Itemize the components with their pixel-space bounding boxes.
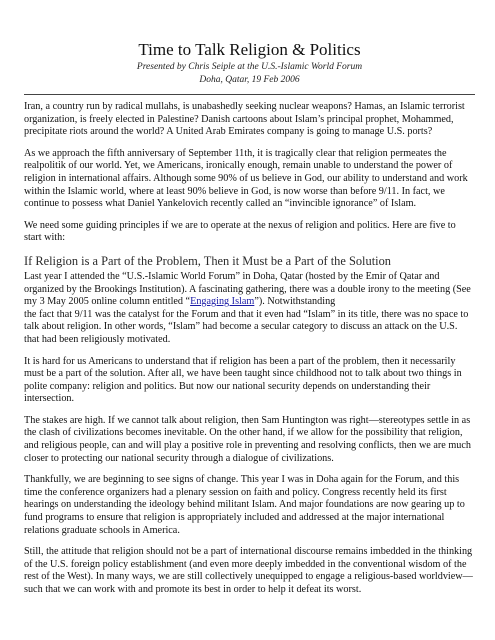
paragraph-doha-forum-text-start: Last year I attended the “U.S.-Islamic World Forum” in Doha, Qatar (hosted by the Emir of Qatar and organized by the Brookings Institution). A fascinating gathering, there was a double irony to the meeting (See my 3 May 2005 online column entitled “	[24, 270, 471, 308]
engaging-islam-link[interactable]: Engaging Islam	[190, 296, 255, 308]
document-title: Time to Talk Religion & Politics	[138, 40, 361, 59]
paragraph-doha-forum-text-after-link: ”). Notwithstanding	[254, 296, 336, 308]
paragraph-guiding-principles: We need some guiding principles if we are to operate at the nexus of religion and politics. Here are five to start with:	[24, 219, 456, 244]
paragraph-religion-part-of-solution: It is hard for us Americans to understand that if religion has been a part of the problem, then it necessarily must be a part of the solution. After all, we have been taught since childhood not to talk about two things in polite company: religion and politics. But now our national security depends on understanding their intersection.	[24, 355, 462, 405]
paragraph-september-11: As we approach the fifth anniversary of September 11th, it is tragically clear that religion permeates the realpolitik of our world. Yet, we Americans, ironically enough, remain unable to understand the power of religion in international affairs. Although some 90% of us believe in God, our ability to understand and work within the Islamic world, where at least 90% believe in God, is now worse than before 9/11. In fact, we continue to possess what Daniel Yankelovich recently called an “invincible ignorance” of Islam.	[24, 147, 468, 210]
paragraph-stakes-are-high: The stakes are high. If we cannot talk about religion, then Sam Huntington was right—stereotypes settle in as the clash of civilizations becomes inevitable. On the other hand, if we allow for the possibility that religion, and religious people, can and will play a positive role in preventing and resolving conflicts, then we are much closer to protecting our national security through a dialogue of civilizations.	[24, 414, 471, 464]
title-divider	[24, 94, 475, 95]
paragraph-doha-forum	[24, 271, 475, 347]
paragraph-signs-of-change: Thankfully, we are beginning to see signs of change. This year I was in Doha again for the Forum, and this time the conference organizers had a plenary session on faith and policy. Congress recently held its first hearings on understanding the ideology behind militant Islam. And major foundations are now gearing up to fund programs to ensure that religion is appropriately included and addressed at the major international relations graduate schools in America.	[24, 474, 465, 536]
document-subtitle-presenter: Presented by Chris Seiple at the U.S.-Islamic World Forum	[136, 62, 363, 72]
paragraph-foreign-policy-establishment: Still, the attitude that religion should not be a part of international discourse remains imbedded in the thinking of the U.S. foreign policy establishment (and even more deeply imbedded in the conventional wisdom of the rest of the West). In many ways, we are still collectively unequipped to engage a religious-based worldview—such that we can work with and promote its best in order to help it defeat its worst.	[24, 546, 473, 595]
section-heading: If Religion is a Part of the Problem, Then it Must be a Part of the Solution	[24, 253, 391, 268]
paragraph-intro-questions: Iran, a country run by radical mullahs, is unabashedly seeking nuclear weapons? Hamas, an Islamic terrorist organization, is freely elected in Palestine? Danish cartoons about Islam’s principal prophet, Mohammed, precipitate riots around the world? A United Arab Emirates company is going to manage U.S. ports?	[24, 101, 465, 138]
paragraph-doha-forum-text-rest: the fact that 9/11 was the catalyst for the Forum and that it even had “Islam” in its title, there was no space to talk about religion. In other words, “Islam” had become a secular category to discuss an attack on the U.S. that had been religiously motivated.	[24, 308, 469, 345]
document-subtitle-location-date: Doha, Qatar, 19 Feb 2006	[199, 75, 300, 85]
